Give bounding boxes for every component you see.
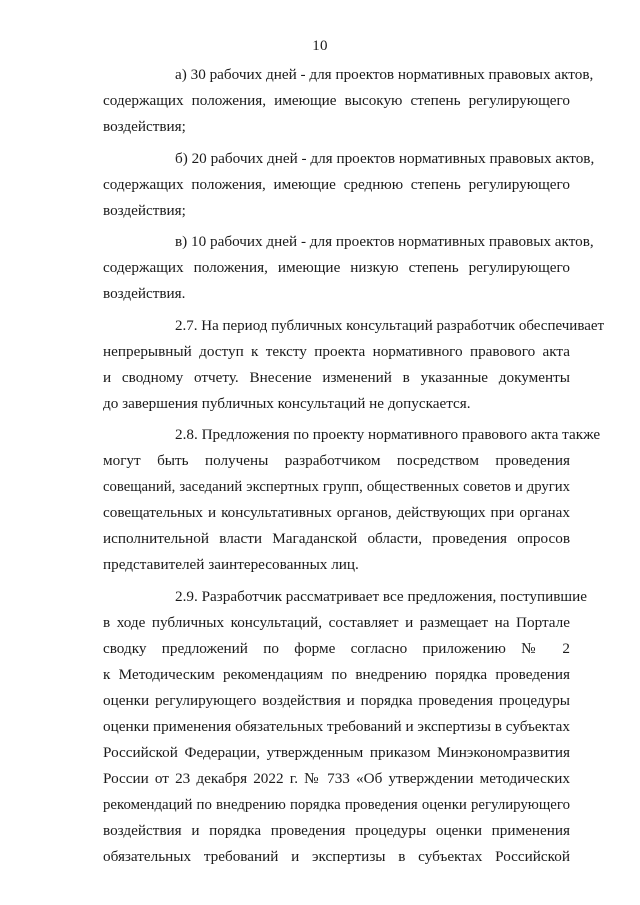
list-item-a [103, 62, 594, 140]
text-line: а) 30 рабочих дней - для проектов нормативных правовых актов, [175, 66, 594, 83]
text-line: оценки регулирующего воздействия и порядка проведения процедуры [103, 691, 570, 709]
text-line: в ходе публичных консультаций, составляет и размещает на Портале [103, 613, 570, 631]
text-line: содержащих положения, имеющие среднюю степень регулирующего [103, 175, 570, 193]
text-line: непрерывный доступ к тексту проекта нормативного правового акта [103, 342, 570, 360]
document-body [103, 62, 605, 875]
list-item-b [103, 146, 595, 224]
text-line: совещательных и консультативных органов, действующих при органах [103, 504, 570, 521]
text-line: оценки применения обязательных требований и экспертизы в субъектах [103, 717, 570, 735]
text-line: воздействия; [103, 118, 186, 135]
text-line: совещаний, заседаний экспертных групп, общественных советов и других [103, 479, 570, 495]
text-line: до завершения публичных консультаций не допускается. [103, 394, 471, 412]
text-line: содержащих положения, имеющие низкую степень регулирующего [103, 259, 570, 276]
text-line: рекомендаций по внедрению порядка проведения оценки регулирующего [103, 796, 570, 813]
text-line: воздействия и порядка проведения процедуры оценки применения [103, 821, 570, 839]
text-line: воздействия. [103, 285, 186, 302]
text-line: сводку предложений по форме согласно приложению № 2 [103, 639, 570, 657]
text-line: России от 23 декабря 2022 г. № 733 «Об утверждении методических [103, 769, 570, 787]
text-line: Российской Федерации, утвержденным приказом Минэкономразвития [103, 743, 570, 761]
section-2-7-paragraph [103, 313, 605, 417]
page-number: 10 [312, 38, 328, 54]
text-line: в) 10 рабочих дней - для проектов нормативных правовых актов, [175, 233, 594, 250]
text-line: 2.7. На период публичных консультаций разработчик обеспечивает [175, 317, 605, 334]
section-2-8-paragraph [103, 422, 601, 578]
text-line: к Методическим рекомендациям по внедрению порядка проведения [103, 665, 570, 683]
text-line: воздействия; [103, 201, 186, 219]
text-line: б) 20 рабочих дней - для проектов нормативных правовых актов, [175, 149, 595, 167]
text-line: и сводному отчету. Внесение изменений в указанные документы [103, 368, 570, 386]
text-line: содержащих положения, имеющие высокую степень регулирующего [103, 92, 570, 109]
section-2-9-paragraph [103, 584, 587, 870]
text-line: 2.9. Разработчик рассматривает все предложения, поступившие [175, 587, 587, 605]
text-line: могут быть получены разработчиком посредством проведения [103, 452, 570, 469]
text-line: представителей заинтересованных лиц. [103, 556, 359, 573]
list-item-c [103, 229, 594, 307]
text-line: исполнительной власти Магаданской области, проведения опросов [103, 530, 570, 547]
text-line: 2.8. Предложения по проекту нормативного правового акта также [175, 426, 601, 443]
text-line: обязательных требований и экспертизы в субъектах Российской [103, 847, 570, 865]
